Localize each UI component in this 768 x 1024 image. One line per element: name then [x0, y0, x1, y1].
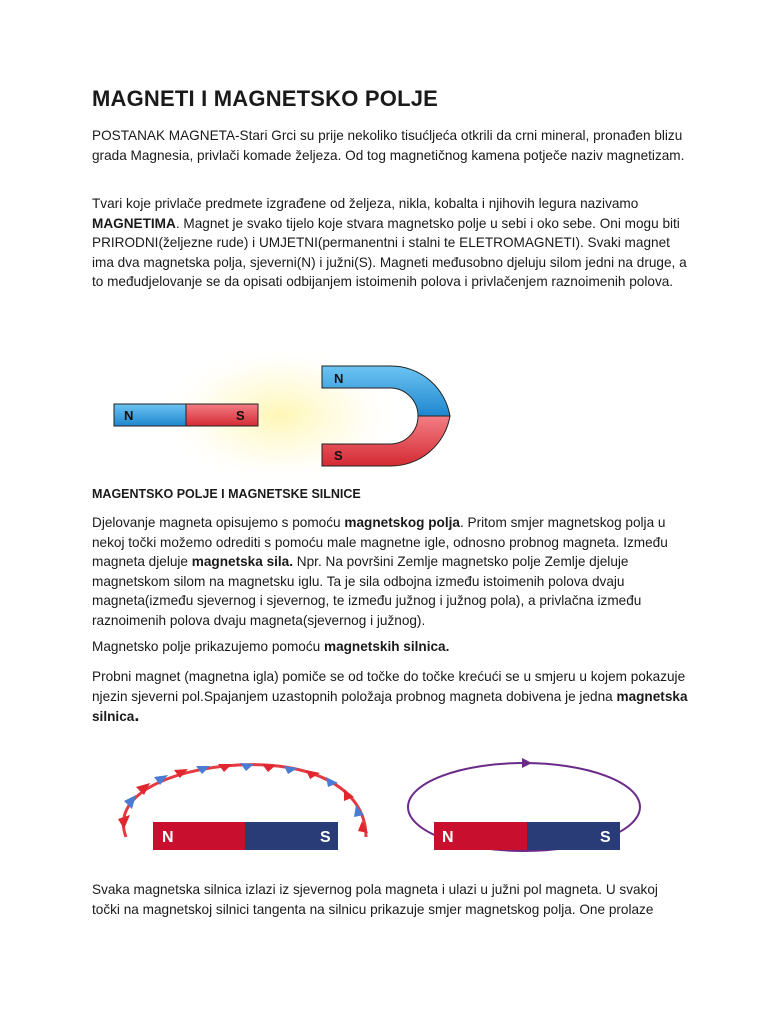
paragraph-origin: POSTANAK MAGNETA-Stari Grci su prije nekoliko tisućljeća otkrili da crni mineral, pronađen blizu grada Magnesia, privlači komade željeza. Od tog magnetičnog kamena potječe naziv magnetizam.: [92, 128, 685, 163]
left-magnet-s-label: S: [320, 829, 331, 846]
text-run: Probni magnet (magnetna igla) pomiče se od točke do točke krećući se u smjeru u kojem pokazuje njezin sjeverni pol.Spajanjem uzastopnih položaja probnog magneta dobivena je jedna: [92, 669, 686, 704]
arrow-mark: [262, 764, 276, 772]
arrow-mark: [118, 815, 130, 829]
bold-term-magnetskog-polja: magnetskog polja: [344, 515, 460, 530]
horseshoe-n-label: N: [334, 371, 344, 386]
text-run: Magnetsko polje prikazujemo pomoću: [92, 639, 324, 654]
text-run: Tvari koje privlače predmete izgrađene od željeza, nikla, kobalta i njihovih legura nazivamo: [92, 196, 639, 211]
direction-arrow-icon: [522, 758, 532, 768]
left-magnet-n-label: N: [162, 829, 174, 846]
text-run: .: [134, 705, 140, 725]
paragraph-probe: [92, 667, 692, 727]
arrow-mark: [124, 795, 136, 809]
horseshoe-s-label: S: [334, 448, 343, 463]
right-magnet-n-label: N: [442, 829, 454, 846]
right-magnet-s-label: S: [600, 829, 611, 846]
paragraph-field-lines: [92, 637, 692, 657]
paragraph-field-lines-direction: Svaka magnetska silnica izlazi iz sjevernog pola magneta i ulazi u južni pol magneta. U svakoj točki na magnetskoj silnici tangenta na silnicu prikazuje smjer magnetskog polja. One prolaze: [92, 882, 658, 917]
bar-magnet-n-label: N: [124, 408, 134, 423]
bold-term-magnetska-silnica: magnetska silnica: [92, 688, 688, 724]
paragraph-field: [92, 513, 692, 630]
text-run: Npr. Na površini Zemlje magnetsko polje Zemlje djeluje magnetskom silom na magnetsku iglu. Ta je sila odbojna između istoimenih polova dvaju magneta(između sjevernog i sjevernog, te između južnog i južnog pola), a privlačna između raznoimenih polova dvaju magneta(sjevernog i južnog).: [92, 554, 642, 628]
bold-term-magnetskih-silnica: magnetskih silnica.: [323, 639, 450, 654]
bold-term-magnetska-sila: magnetska sila.: [191, 554, 294, 569]
text-run: . Magnet je svako tijelo koje stvara magnetsko polje u sebi i oko sebe. Oni mogu biti PRIRODNI(željezne rude) i UMJETNI(permanentni i stalni te ELETROMAGNETI). Svaki magnet ima dva magnetska polja, sjeverni(N) i južni(S). Magneti međusobno djeluju silom jedni na druge, a to međudjelovanje se da opisati odbijanjem istoimenih polova i privlačenjem raznoimenih polova.: [92, 215, 687, 289]
magnet-figure-2: [110, 755, 650, 860]
section-heading: MAGENTSKO POLJE I MAGNETSKE SILNICE: [92, 487, 361, 501]
paragraph-magnets: [92, 194, 692, 292]
magnet-figure-1: [100, 350, 480, 480]
bold-term-magnetima: MAGNETIMA: [92, 215, 176, 231]
bar-magnet-s-label: S: [236, 408, 245, 423]
page-title: MAGNETI I MAGNETSKO POLJE: [92, 86, 439, 111]
bar-magnet-south: [186, 404, 258, 426]
text-run: . Pritom smjer magnetskog polja u nekoj točki možemo odrediti s pomoću male magnetne igle, odnosno probnog magneta. Između magneta djeluje: [92, 515, 668, 569]
arrow-mark: [240, 763, 254, 771]
text-run: Djelovanje magneta opisujemo s pomoću: [92, 515, 345, 530]
